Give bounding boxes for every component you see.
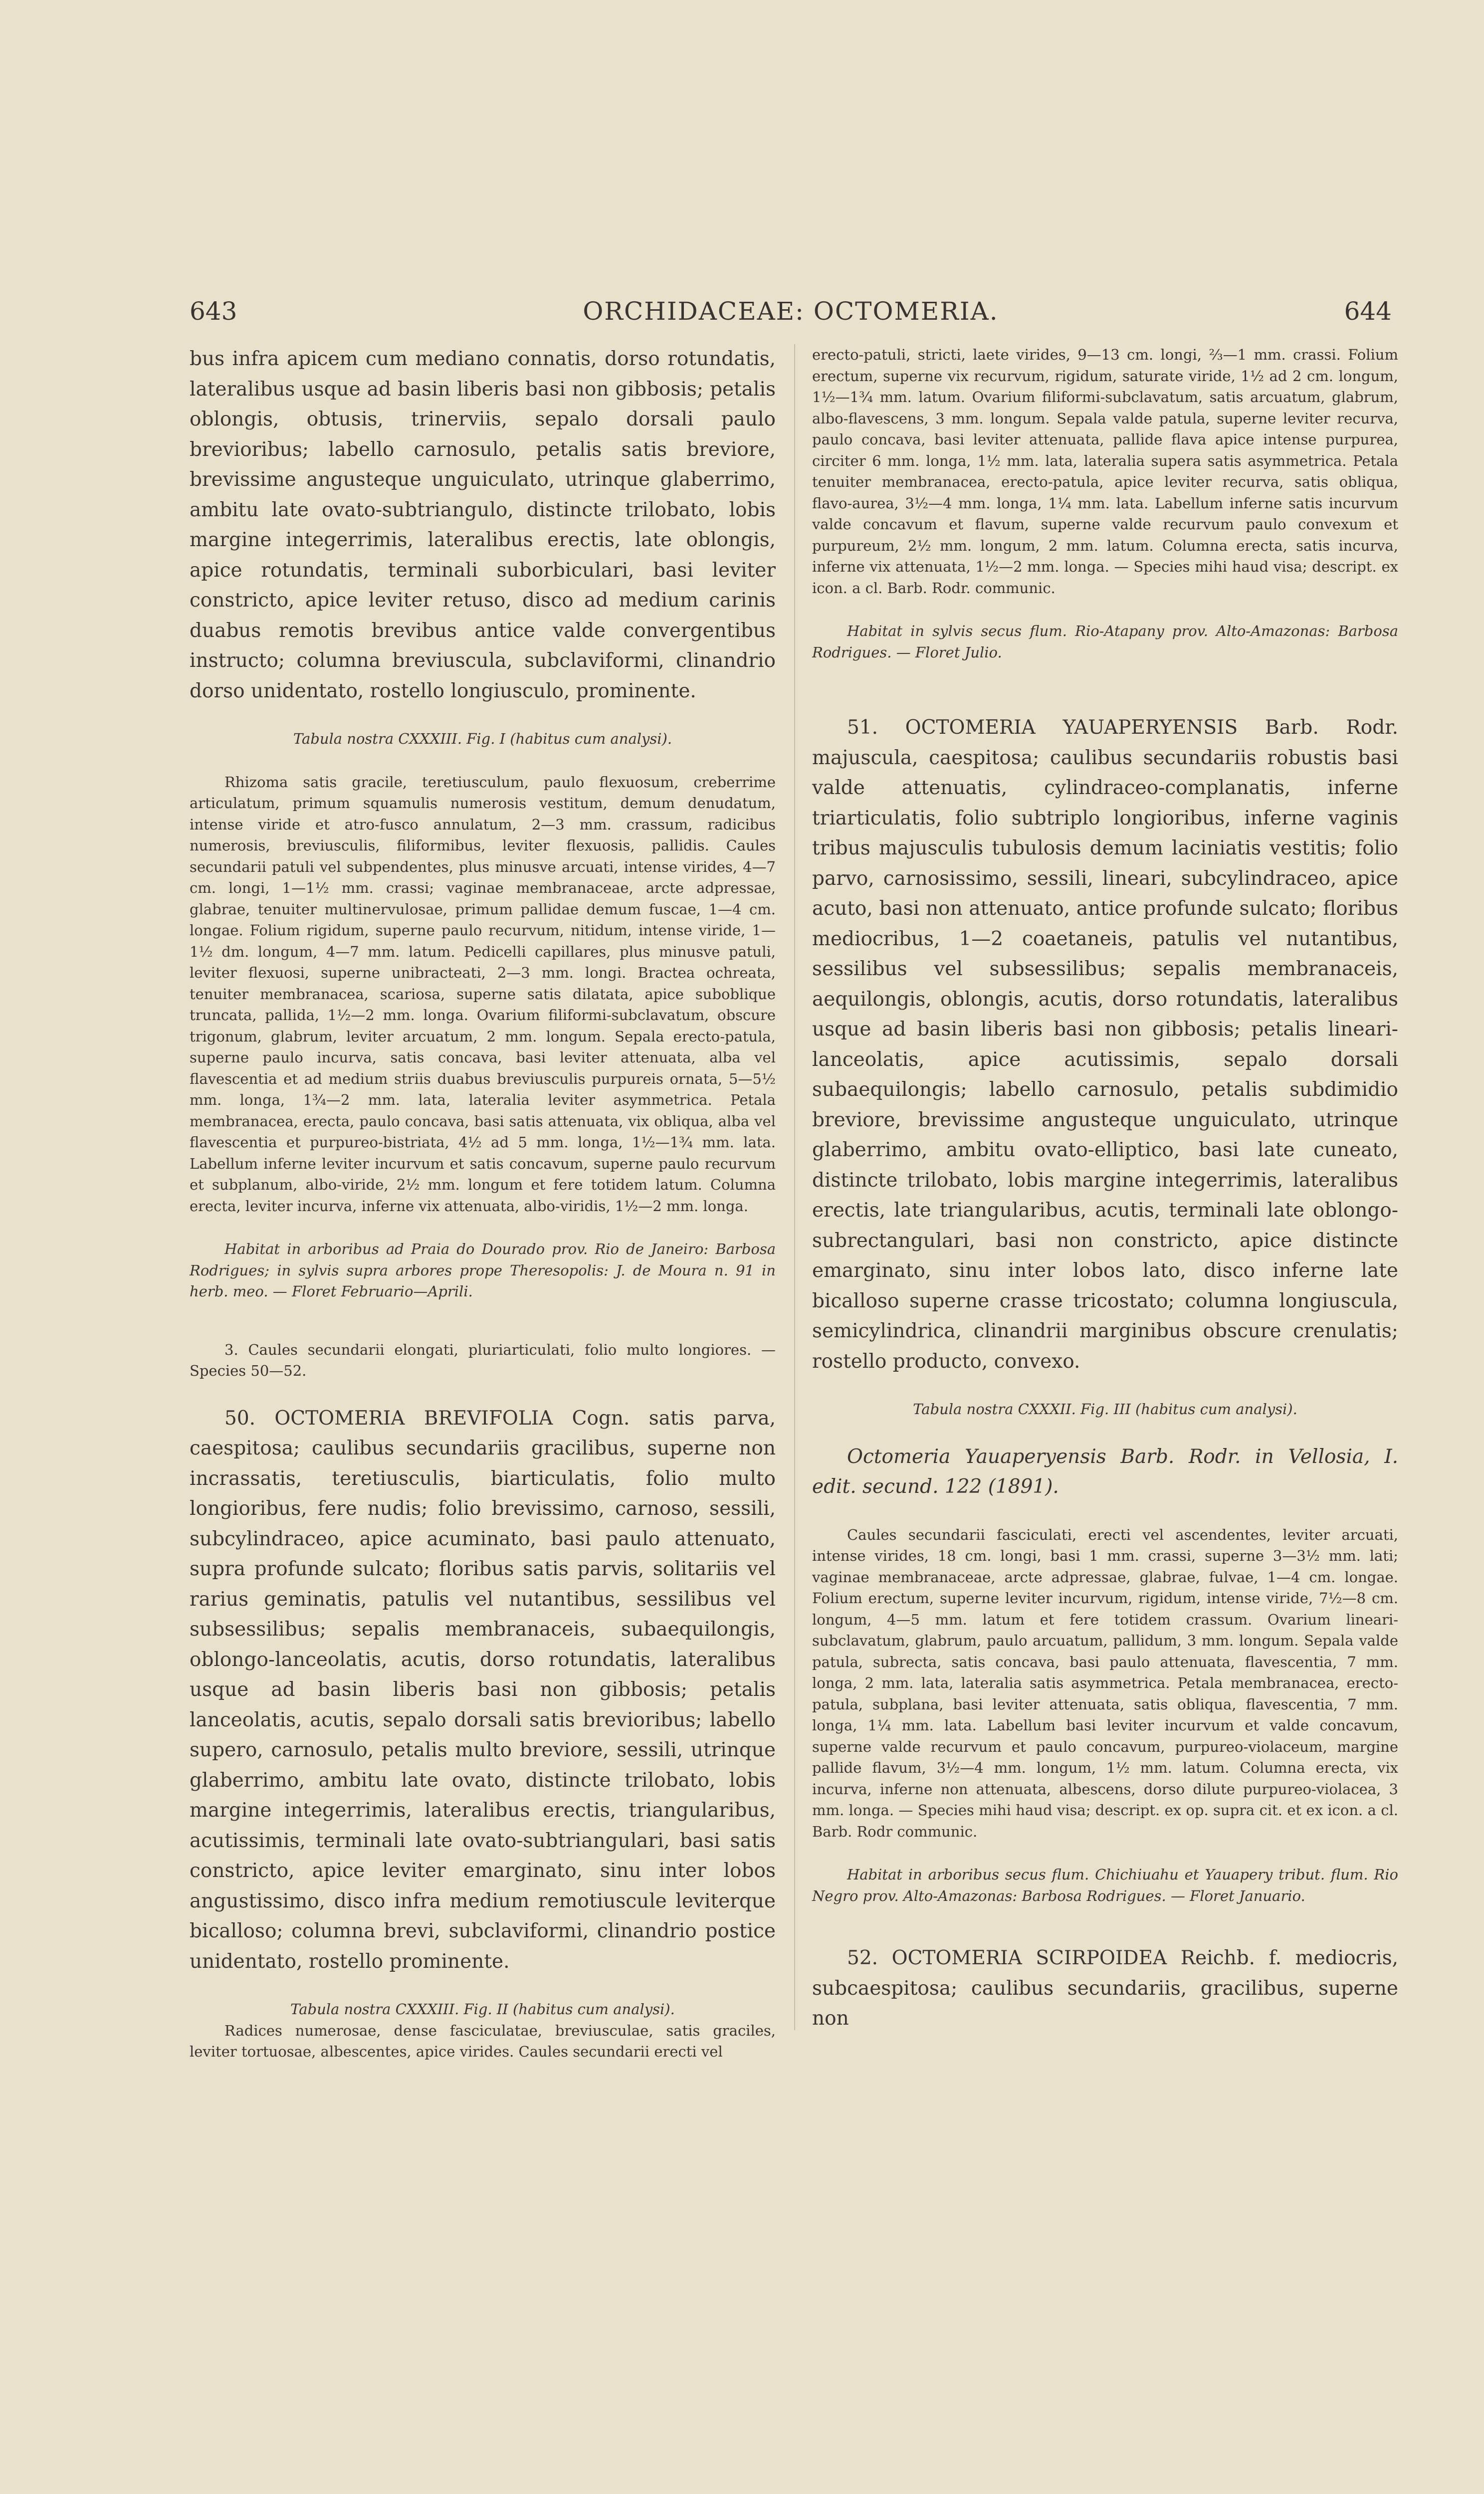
habitat-note: Habitat in arboribus ad Praia do Dourado prov. Rio de Janeiro: Barbosa Rodrigues; in sylvis supra arbores prope Theresopolis: J. de Moura n. 91 in herb. meo. — Floret Februario—Aprili. <box>190 1241 776 1300</box>
synonym: Octomeria Yauaperyensis Barb. Rodr. in Vellosia, I. edit. secund. 122 (1891). <box>812 1445 1398 1498</box>
key-entry: 3. Caules secundarii elongati, pluriarticulati, folio multo longiores. — Species 50—52. <box>190 1341 776 1379</box>
habitat-note-3: Habitat in arboribus secus flum. Chichiuahu et Yauapery tribut. flum. Rio Negro prov. Alto-Amazonas: Barbosa Rodrigues. — Floret Januario. <box>812 1866 1398 1904</box>
left-column <box>190 344 776 2063</box>
plate-caption-2: Tabula nostra CXXXIII. Fig. II (habitus cum analysi). <box>290 2001 675 2018</box>
species-50-heading: 50. OCTOMERIA BREVIFOLIA Cogn. satis parva, caespitosa; caulibus secundariis gracilibus, superne non incrassatis, teretiusculis, biarticulatis, folio multo longioribus, fere nudis; folio brevissimo, carnoso, sessili, subcylindraceo, apice acuminato, basi paulo attenuato, supra profunde sulcato; floribus satis parvis, solitariis vel rarius geminatis, patulis vel nutantibus, sessilibus vel subsessilibus; sepalis membranaceis, subaequilongis, oblongo-lanceolatis, acutis, dorso rotundatis, lateralibus usque ad basin liberis basi non gibbosis; petalis lanceolatis, acutis, sepalo dorsali satis brevioribus; labello supero, carnosulo, petalis multo breviore, sessili, utrinque glaberrimo, ambitu late ovato, distincte trilobato, lobis margine integerrimis, lateralibus erectis, triangularibus, acutissimis, terminali late ovato-subtriangulari, basi satis constricto, apice leviter emarginato, sinu inter lobos angustissimo, disco infra medium remotiuscule leviterque bicalloso; columna brevi, subclaviformi, clinandrio postice unidentato, rostello prominente. <box>190 1407 776 1973</box>
plate-caption: Tabula nostra CXXXIII. Fig. I (habitus cum analysi). <box>293 730 672 747</box>
page-number-left: 643 <box>190 297 237 326</box>
page-number-right: 644 <box>1344 297 1392 326</box>
species-51-description: Caules secundarii fasciculati, erecti vel ascendentes, leviter arcuati, intense virides, 18 cm. longi, basi 1 mm. crassi, superne 3—3½ mm. lati; vaginae membranaceae, arcte adpressae, glabrae, fulvae, 1—4 cm. longae. Folium erectum, superne leviter incurvum, rigidum, intense viride, 7½—8 cm. longum, 4—5 mm. latum et fere totidem crassum. Ovarium lineari-subclavatum, glabrum, paulo arcuatum, pallidum, 3 mm. longum. Sepala valde patula, subrecta, satis concava, basi paulo attenuata, flavescentia, 7 mm. longa, 2 mm. lata, lateralia satis asymmetrica. Petala membranacea, erecto-patula, subplana, basi leviter attenuata, satis obliqua, flavescentia, 7 mm. longa, 1¼ mm. lata. Labellum basi leviter incurvum et valde concavum, superne valde recurvum et paulo concavum, purpureo-violaceum, margine pallide flavum, 3½—4 mm. longum, 1½ mm. latum. Columna erecta, vix incurva, inferne non attenuata, albescens, dorso dilute purpureo-violacea, 3 mm. longa. — Species mihi haud visa; descript. ex op. supra cit. et ex icon. a cl. Barb. Rodr communic. <box>812 1526 1398 1840</box>
right-column <box>812 344 1398 2034</box>
column-divider <box>794 344 795 2030</box>
description-continued: bus infra apicem cum mediano connatis, dorso rotundatis, lateralibus usque ad basin liberis basi non gibbosis; petalis oblongis, obtusis, trinerviis, sepalo dorsali paulo brevioribus; labello carnosulo, petalis satis breviore, brevissime angusteque unguiculato, utrinque glaberrimo, ambitu late ovato-subtriangulo, distincte trilobato, lobis margine integerrimis, lateralibus erectis, late oblongis, apice rotundatis, terminali suborbiculari, basi leviter constricto, apice leviter retuso, disco ad medium carinis duabus remotis brevibus antice valde convergentibus instructo; columna breviuscula, subclaviformi, clinandrio dorso unidentato, rostello longiusculo, prominente. <box>190 348 776 702</box>
species-52-heading: 52. OCTOMERIA SCIRPOIDEA Reichb. f. mediocris, subcaespitosa; caulibus secundariis, gracilibus, superne non <box>812 1947 1398 2030</box>
running-header <box>190 297 1392 337</box>
running-title: ORCHIDACEAE: OCTOMERIA. <box>583 297 999 326</box>
species-50-description-continued: erecto-patuli, stricti, laete virides, 9—13 cm. longi, ⅔—1 mm. crassi. Folium erectum, superne vix recurvum, rigidum, saturate viride, 1½ ad 2 cm. longum, 1½—1¾ mm. latum. Ovarium filiformi-subclavatum, satis arcuatum, glabrum, albo-flavescens, 3 mm. longum. Sepala valde patula, superne leviter recurva, paulo concava, basi leviter attenuata, pallide flava apice intense purpurea, circiter 6 mm. longa, 1½ mm. lata, lateralia supera satis asymmetrica. Petala tenuiter membranacea, erecto-patula, apice leviter recurva, satis obliqua, flavo-aurea, 3½—4 mm. longa, 1¼ mm. lata. Labellum inferne satis incurvum valde concavum et flavum, superne valde recurvum paulo convexum et purpureum, 2½ mm. longum, 2 mm. latum. Columna erecta, satis incurva, inferne vix attenuata, 1½—2 mm. longa. — Species mihi haud visa; descript. ex icon. a cl. Barb. Rodr. communic. <box>812 346 1398 597</box>
detailed-description: Rhizoma satis gracile, teretiusculum, paulo flexuosum, creberrime articulatum, primum squamulis numerosis vestitum, demum denudatum, intense viride et atro-fusco annulatum, 2—3 mm. crassum, radicibus numerosis, breviusculis, filiformibus, leviter flexuosis, pallidis. Caules secundarii patuli vel subpendentes, plus minusve arcuati, intense virides, 4—7 cm. longi, 1—1½ mm. crassi; vaginae membranaceae, arcte adpressae, glabrae, tenuiter multinervulosae, primum pallidae demum fuscae, 1—4 cm. longae. Folium rigidum, superne paulo recurvum, nitidum, intense viride, 1—1½ dm. longum, 4—7 mm. latum. Pedicelli capillares, plus minusve patuli, leviter flexuosi, superne unibracteati, 2—3 mm. longi. Bractea ochreata, tenuiter membranacea, scariosa, superne satis dilatata, apice suboblique truncata, pallida, 1½—2 mm. longa. Ovarium filiformi-subclavatum, obscure trigonum, glabrum, leviter arcuatum, 2 mm. longum. Sepala erecto-patula, superne paulo incurva, satis concava, basi leviter attenuata, alba vel flavescentia et ad medium striis duabus breviusculis purpureis ornata, 5—5½ mm. longa, 1¾—2 mm. lata, lateralia leviter asymmetrica. Petala membranacea, erecta, paulo concava, basi satis attenuata, vix obliqua, alba vel flavescentia et purpureo-bistriata, 4½ ad 5 mm. longa, 1½—1¾ mm. lata. Labellum inferne leviter incurvum et satis concavum, superne paulo recurvum et subplanum, albo-viride, 2½ mm. longum et fere totidem latum. Columna erecta, leviter incurva, inferne vix attenuata, albo-viridis, 1½—2 mm. longa. <box>190 773 776 1215</box>
species-51-heading: 51. OCTOMERIA YAUAPERYENSIS Barb. Rodr. majuscula, caespitosa; caulibus secundariis robustis basi valde attenuatis, cylindraceo-complanatis, inferne triarticulatis, folio subtriplo longioribus, inferne vaginis tribus majusculis tubulosis demum laciniatis vestitis; folio parvo, carnosissimo, sessili, lineari, subcylindraceo, apice acuto, basi non attenuato, antice profunde sulcato; floribus mediocribus, 1—2 coaetaneis, patulis vel nutantibus, sessilibus vel subsessilibus; sepalis membranaceis, aequilongis, oblongis, acutis, dorso rotundatis, lateralibus usque ad basin liberis basi non gibbosis; petalis lineari-lanceolatis, apice acutissimis, sepalo dorsali subaequilongis; labello carnosulo, petalis subdimidio breviore, brevissime angusteque unguiculato, utrinque glaberrimo, ambitu ovato-elliptico, basi late cuneato, distincte trilobato, lobis margine integerrimis, lateralibus erectis, late triangularibus, acutis, terminali late oblongo-subrectangulari, basi non constricto, apice distincte emarginato, sinu inter lobos lato, disco inferne late bicalloso superne crasse tricostato; columna longiuscula, semicylindrica, clinandrii marginibus obscure crenulatis; rostello producto, convexo. <box>812 716 1398 1373</box>
habitat-note-2: Habitat in sylvis secus flum. Rio-Atapany prov. Alto-Amazonas: Barbosa Rodrigues. — Floret Julio. <box>812 623 1398 661</box>
species-50-description: Radices numerosae, dense fasciculatae, breviusculae, satis graciles, leviter tortuosae, albescentes, apice virides. Caules secundarii erecti vel <box>190 2022 776 2060</box>
plate-caption-3: Tabula nostra CXXXII. Fig. III (habitus cum analysi). <box>913 1401 1297 1418</box>
